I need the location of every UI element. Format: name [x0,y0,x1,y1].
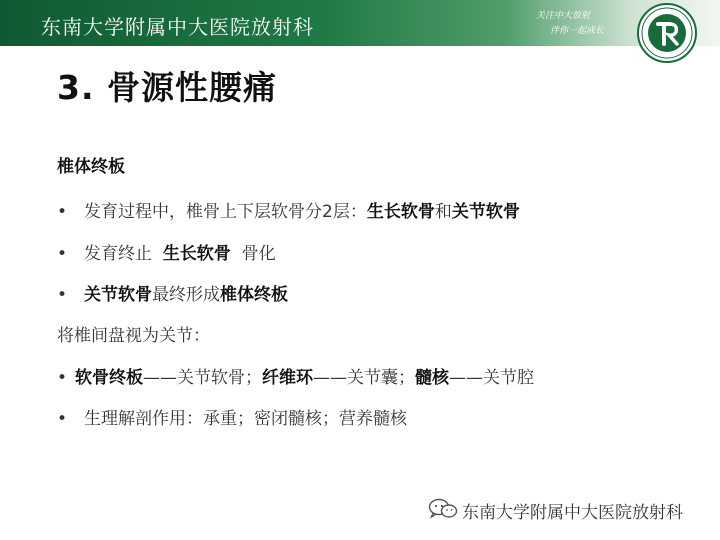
bullet-bold-text: 髓核 [415,368,449,388]
bullet-bold-text: 生长软骨 [162,244,231,264]
bullet-text: ——关节软骨； [143,368,262,388]
bullet-item [57,197,520,222]
bullet-icon: • [57,409,68,429]
bullet-text: 和 [434,202,452,222]
bullet-text: ——关节腔 [449,368,534,388]
bullet-bold-text: 椎体终板 [220,285,288,305]
bullet-icon: • [57,285,68,305]
bullet-text: 最终形成 [152,285,220,305]
bullet-item [57,239,276,264]
bullet-bold-text: 关节软骨 [451,202,520,222]
header-slogan [536,9,626,39]
slogan-line-2: 伴你一起成长 [550,26,605,36]
bullet-item [57,280,288,305]
bullet-bold-text: 软骨终板 [75,368,143,388]
bullet-text: 发育终止 [84,244,163,264]
header-banner [0,0,720,46]
footer-text: 东南大学附属中大医院放射科 [462,503,683,523]
bullet-bold-text: 生长软骨 [366,202,435,222]
bullet-text: 发育过程中，椎骨上下层软骨分2层： [84,202,367,222]
bullet-icon: • [57,244,68,264]
bullet-bold-text: 关节软骨 [84,285,152,305]
wechat-icon [428,498,458,520]
hospital-logo-icon [636,2,698,64]
page-title: 3. 骨源性腰痛 [57,68,277,107]
bullet-text: ——关节囊； [313,368,415,388]
bullet-text: 生理解剖作用：承重；密闭髓核；营养髓核 [84,409,407,429]
bullet-bold-text: 纤维环 [262,368,313,388]
bullet-item [57,404,407,429]
slogan-line-1: 关注中大放射 [536,11,591,21]
section-heading: 椎体终板 [57,157,125,177]
header-title: 东南大学附属中大医院放射科 [41,15,314,39]
bullet-item [57,363,534,388]
subheading: 将椎间盘视为关节： [57,326,210,346]
bullet-text: 骨化 [230,244,276,264]
bullet-icon: • [57,202,68,222]
bullet-icon: • [57,368,68,388]
